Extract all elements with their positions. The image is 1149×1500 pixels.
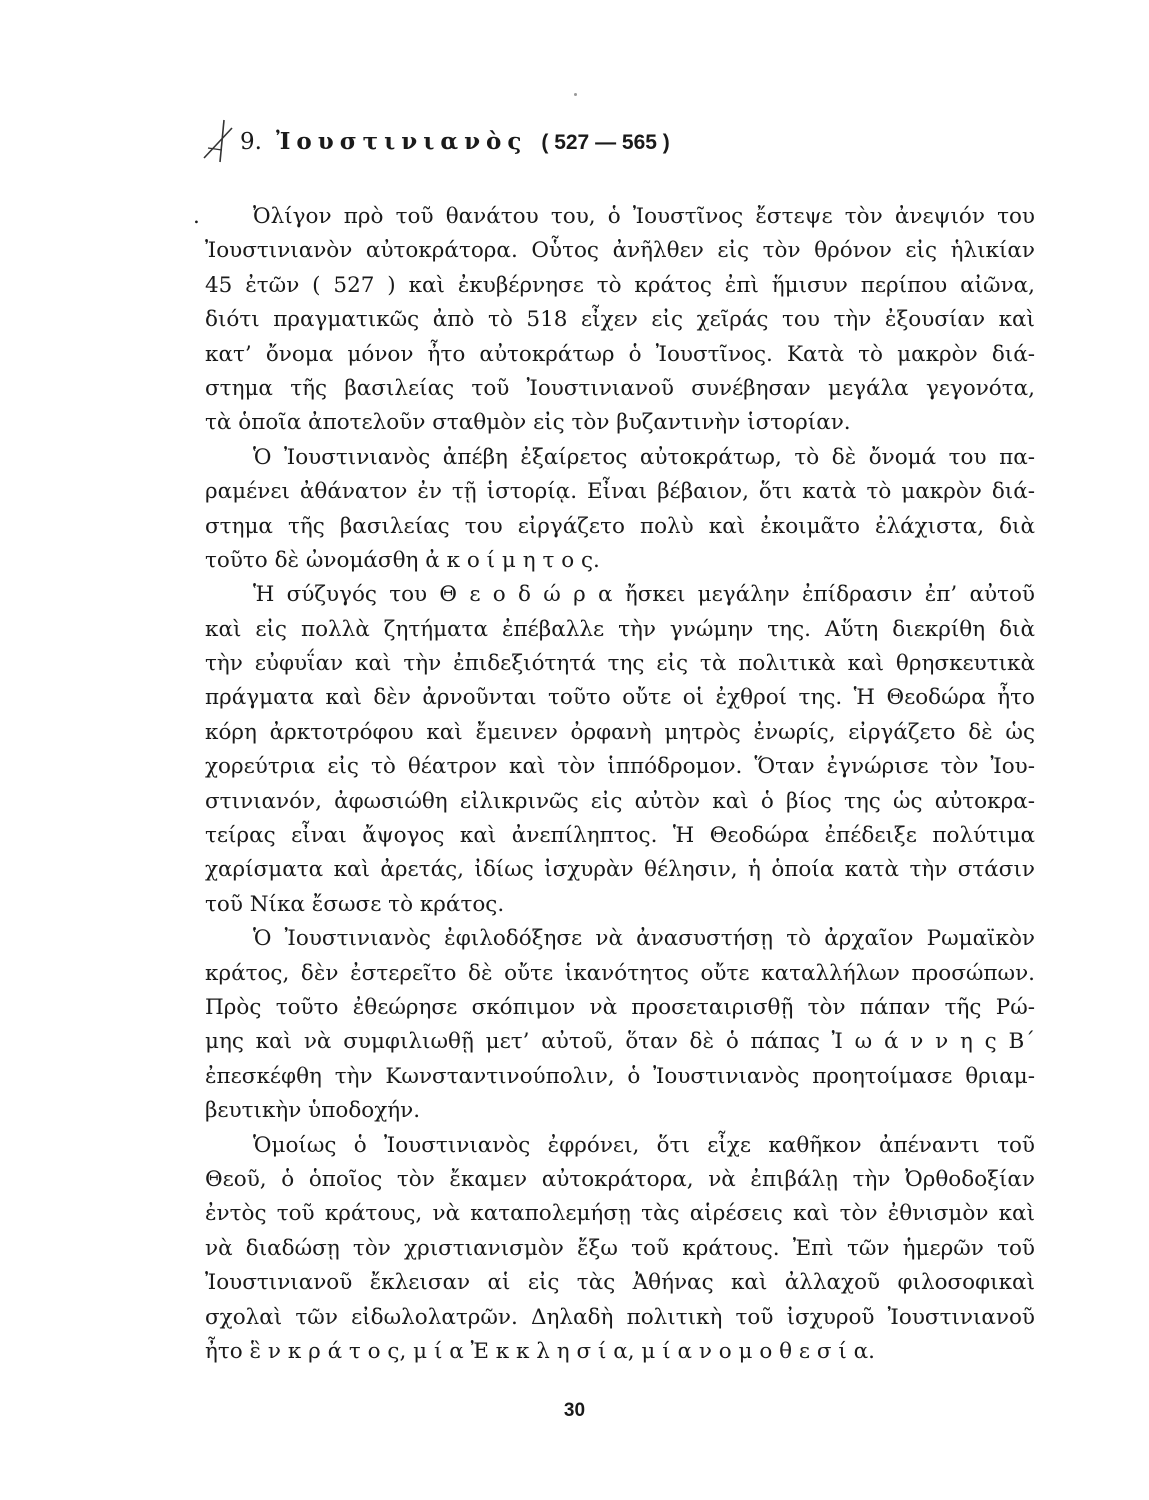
body-text	[193, 200, 1035, 1369]
text-line: ραμένει ἀθάνατον ἐν τῇ ἱστορίᾳ. Εἶναι βέβαιον, ὅτι κατὰ τὸ μακρὸν διά-	[205, 479, 1035, 505]
text-line: καὶ εἰς πολλὰ ζητήματα ἐπέβαλλε τὴν γνώμην της. Αὕτη διεκρίθη διὰ	[205, 616, 1035, 642]
paragraph	[205, 441, 1035, 579]
text-line: τὰ ὁποῖα ἀποτελοῦν σταθμὸν εἰς τὸν βυζαντινὴν ἱστορίαν.	[205, 410, 851, 436]
text-line: χαρίσματα καὶ ἀρετάς, ἰδίως ἰσχυρὰν θέλησιν, ἡ ὁποία κατὰ τὴν στάσιν	[205, 857, 1035, 883]
text-line: Ὁ Ἰουστινιανὸς ἀπέβη ἐξαίρετος αὐτοκράτωρ, τὸ δὲ ὄνομά του πα-	[253, 444, 1035, 470]
text-line: Ἰουστινιανοῦ ἔκλεισαν αἱ εἰς τὰς Ἀθήνας καὶ ἀλλαχοῦ φιλοσοφικαὶ	[205, 1270, 1035, 1296]
text-line: βευτικὴν ὑποδοχήν.	[205, 1098, 421, 1124]
text-line: χορεύτρια εἰς τὸ θέατρον καὶ τὸν ἱππόδρομον. Ὅταν ἐγνώρισε τὸν Ἰου-	[205, 754, 1035, 780]
text-line: ἦτο ἓ ν κ ρ ά τ ο ς, μ ί α Ἐ κ κ λ η σ ί α, μ ί α ν ο μ ο θ ε σ ί α.	[205, 1338, 875, 1364]
text-line: πράγματα καὶ δὲν ἀρνοῦνται τοῦτο οὔτε οἱ ἐχθροί της. Ἡ Θεοδώρα ἦτο	[205, 685, 1035, 711]
page-number: 30	[563, 1400, 586, 1421]
text-line: τοῦ Νίκα ἔσωσε τὸ κράτος.	[205, 891, 505, 917]
text-line: κράτος, δὲν ἐστερεῖτο δὲ οὔτε ἱκανότητος οὔτε καταλλήλων προσώπων.	[205, 960, 1035, 986]
text-line: κατ’ ὄνομα μόνον ἦτο αὐτοκράτωρ ὁ Ἰουστῖνος. Κατὰ τὸ μακρὸν διά-	[205, 341, 1035, 367]
paragraph	[205, 1129, 1035, 1370]
text-line: Ὁμοίως ὁ Ἰουστινιανὸς ἐφρόνει, ὅτι εἶχε καθῆκον ἀπέναντι τοῦ	[253, 1132, 1035, 1158]
paragraph	[205, 200, 1035, 441]
text-line: ἐπεσκέφθη τὴν Κωνσταντινούπολιν, ὁ Ἰουστινιανὸς προητοίμασε θριαμ-	[205, 1063, 1035, 1089]
section-years: ( 527 — 565 )	[541, 131, 670, 154]
text-line: νὰ διαδώσῃ τὸν χριστιανισμὸν ἔξω τοῦ κράτους. Ἐπὶ τῶν ἡμερῶν τοῦ	[205, 1235, 1035, 1261]
section-title: Ἰουστινιανὸς	[275, 128, 528, 155]
section-number: 9.	[240, 129, 262, 155]
text-line: Θεοῦ, ὁ ὁποῖος τὸν ἔκαμεν αὐτοκράτορα, νὰ ἐπιβάλῃ τὴν Ὀρθοδοξίαν	[205, 1166, 1035, 1192]
ink-speck	[574, 93, 577, 96]
paragraph	[205, 922, 1035, 1128]
paragraph	[205, 578, 1035, 922]
text-line: Ἡ σύζυγός του Θ ε ο δ ώ ρ α ἤσκει μεγάλην ἐπίδρασιν ἐπ’ αὐτοῦ	[253, 582, 1035, 608]
text-line: στημα τῆς βασιλείας του εἰργάζετο πολὺ καὶ ἐκοιμᾶτο ἐλάχιστα, διὰ	[205, 513, 1035, 539]
section-heading	[240, 128, 670, 155]
text-line: τὴν εὐφυΐαν καὶ τὴν ἐπιδεξιότητά της εἰς τὰ πολιτικὰ καὶ θρησκευτικὰ	[205, 651, 1035, 677]
text-line: Πρὸς τοῦτο ἐθεώρησε σκόπιμον νὰ προσεταιρισθῇ τὸν πάπαν τῆς Ρώ-	[205, 994, 1035, 1020]
text-line: στημα τῆς βασιλείας τοῦ Ἰουστινιανοῦ συνέβησαν μεγάλα γεγονότα,	[205, 375, 1035, 401]
text-line: διότι πραγματικῶς ἀπὸ τὸ 518 εἶχεν εἰς χεῖράς του τὴν ἐξουσίαν καὶ	[205, 307, 1035, 333]
text-line: Ὁ Ἰουστινιανὸς ἐφιλοδόξησε νὰ ἀνασυστήσῃ τὸ ἀρχαῖον Ρωμαϊκὸν	[253, 926, 1035, 952]
text-line: στινιανόν, ἀφωσιώθη εἰλικρινῶς εἰς αὐτὸν καὶ ὁ βίος της ὡς αὐτοκρα-	[205, 788, 1035, 814]
text-line: 45 ἐτῶν ( 527 ) καὶ ἐκυβέρνησε τὸ κράτος ἐπὶ ἥμισυν περίπου αἰῶνα,	[205, 272, 1035, 298]
text-line: σχολαὶ τῶν εἰδωλολατρῶν. Δηλαδὴ πολιτικὴ τοῦ ἰσχυροῦ Ἰουστινιανοῦ	[205, 1304, 1035, 1330]
text-line: Ὀλίγον πρὸ τοῦ θανάτου του, ὁ Ἰουστῖνος ἔστεψε τὸν ἀνεψιόν του	[253, 204, 1035, 229]
text-line: κόρη ἀρκτοτρόφου καὶ ἔμεινεν ὀρφανὴ μητρὸς ἐνωρίς, εἰργάζετο δὲ ὡς	[205, 719, 1035, 745]
text-line: τείρας εἶναι ἄψογος καὶ ἀνεπίληπτος. Ἡ Θεοδώρα ἐπέδειξε πολύτιμα	[205, 823, 1035, 849]
text-line: μης καὶ νὰ συμφιλιωθῇ μετ’ αὐτοῦ, ὅταν δὲ ὁ πάπας Ἰ ω ά ν ν η ς Β΄	[205, 1029, 1035, 1055]
handwritten-check-mark-icon	[202, 118, 234, 164]
text-line: ἐντὸς τοῦ κράτους, νὰ καταπολεμήσῃ τὰς αἱρέσεις καὶ τὸν ἐθνισμὸν καὶ	[205, 1201, 1035, 1227]
stray-dot: .	[193, 204, 200, 229]
text-line: τοῦτο δὲ ὠνομάσθη ἀ κ ο ί μ η τ ο ς.	[205, 547, 600, 573]
text-line: Ἰουστινιανὸν αὐτοκράτορα. Οὗτος ἀνῆλθεν εἰς τὸν θρόνον εἰς ἡλικίαν	[205, 238, 1035, 264]
